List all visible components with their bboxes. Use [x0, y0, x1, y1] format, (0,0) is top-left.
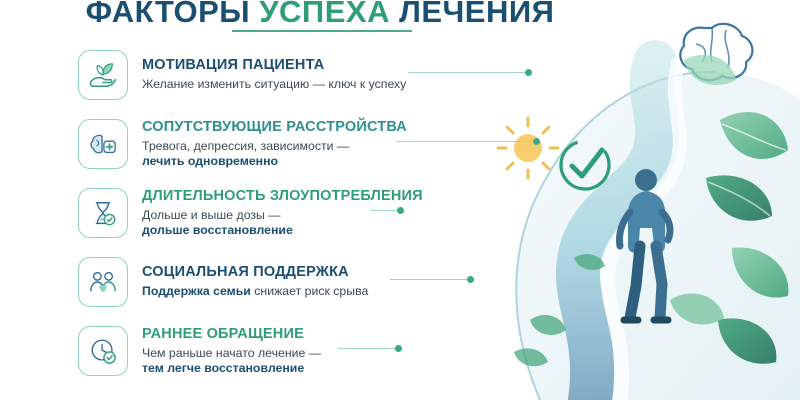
title-part-1: ФАКТОРЫ — [85, 0, 251, 29]
item-title: СОЦИАЛЬНАЯ ПОДДЕРЖКА — [142, 264, 349, 281]
title-part-2: УСПЕХА — [259, 0, 390, 29]
hand-with-leaf-icon — [78, 50, 128, 100]
connector-line — [338, 348, 398, 349]
item-description — [142, 284, 368, 299]
connector-line — [390, 279, 470, 280]
hourglass-icon — [78, 188, 128, 238]
page-title — [0, 0, 640, 34]
desc-plain: Тревога, депрессия, зависимости — — [142, 139, 350, 154]
item-title: ДЛИТЕЛЬНОСТЬ ЗЛОУПОТРЕБЛЕНИЯ — [142, 187, 423, 204]
list-item[interactable] — [78, 109, 578, 178]
desc-bold: тем легче восстановление — [142, 360, 305, 375]
item-description — [142, 77, 406, 92]
connector-line — [370, 210, 400, 211]
list-item[interactable] — [78, 40, 578, 109]
list-item[interactable] — [78, 316, 578, 385]
title-part-3: ЛЕЧЕНИЯ — [399, 0, 555, 29]
item-description — [142, 139, 407, 168]
item-description — [142, 208, 423, 237]
clock-check-icon — [78, 326, 128, 376]
desc-tail: снижает риск срыва — [250, 284, 369, 299]
list-item[interactable] — [78, 178, 578, 247]
item-title: СОПУТСТВУЮЩИЕ РАССТРОЙСТВА — [142, 118, 407, 135]
connector-line — [408, 72, 528, 73]
family-support-icon — [78, 257, 128, 307]
item-title: РАННЕЕ ОБРАЩЕНИЕ — [142, 325, 304, 342]
desc-plain: Желание изменить ситуацию — ключ к успеху — [142, 77, 407, 92]
desc-plain: Дольше и выше дозы — — [142, 208, 281, 223]
desc-bold: лечить одновременно — [142, 153, 279, 168]
connector-line — [396, 141, 536, 142]
title-divider — [232, 30, 412, 32]
item-description — [142, 346, 321, 375]
brain-medical-cross-icon — [78, 119, 128, 169]
desc-plain: Чем раньше начато лечение — — [142, 346, 322, 361]
desc-bold: дольше восстановление — [142, 222, 293, 237]
item-title: МОТИВАЦИЯ ПАЦИЕНТА — [142, 57, 325, 74]
list-item[interactable] — [78, 247, 578, 316]
factors-list — [78, 40, 578, 385]
desc-bold: Поддержка семьи — [142, 284, 251, 299]
